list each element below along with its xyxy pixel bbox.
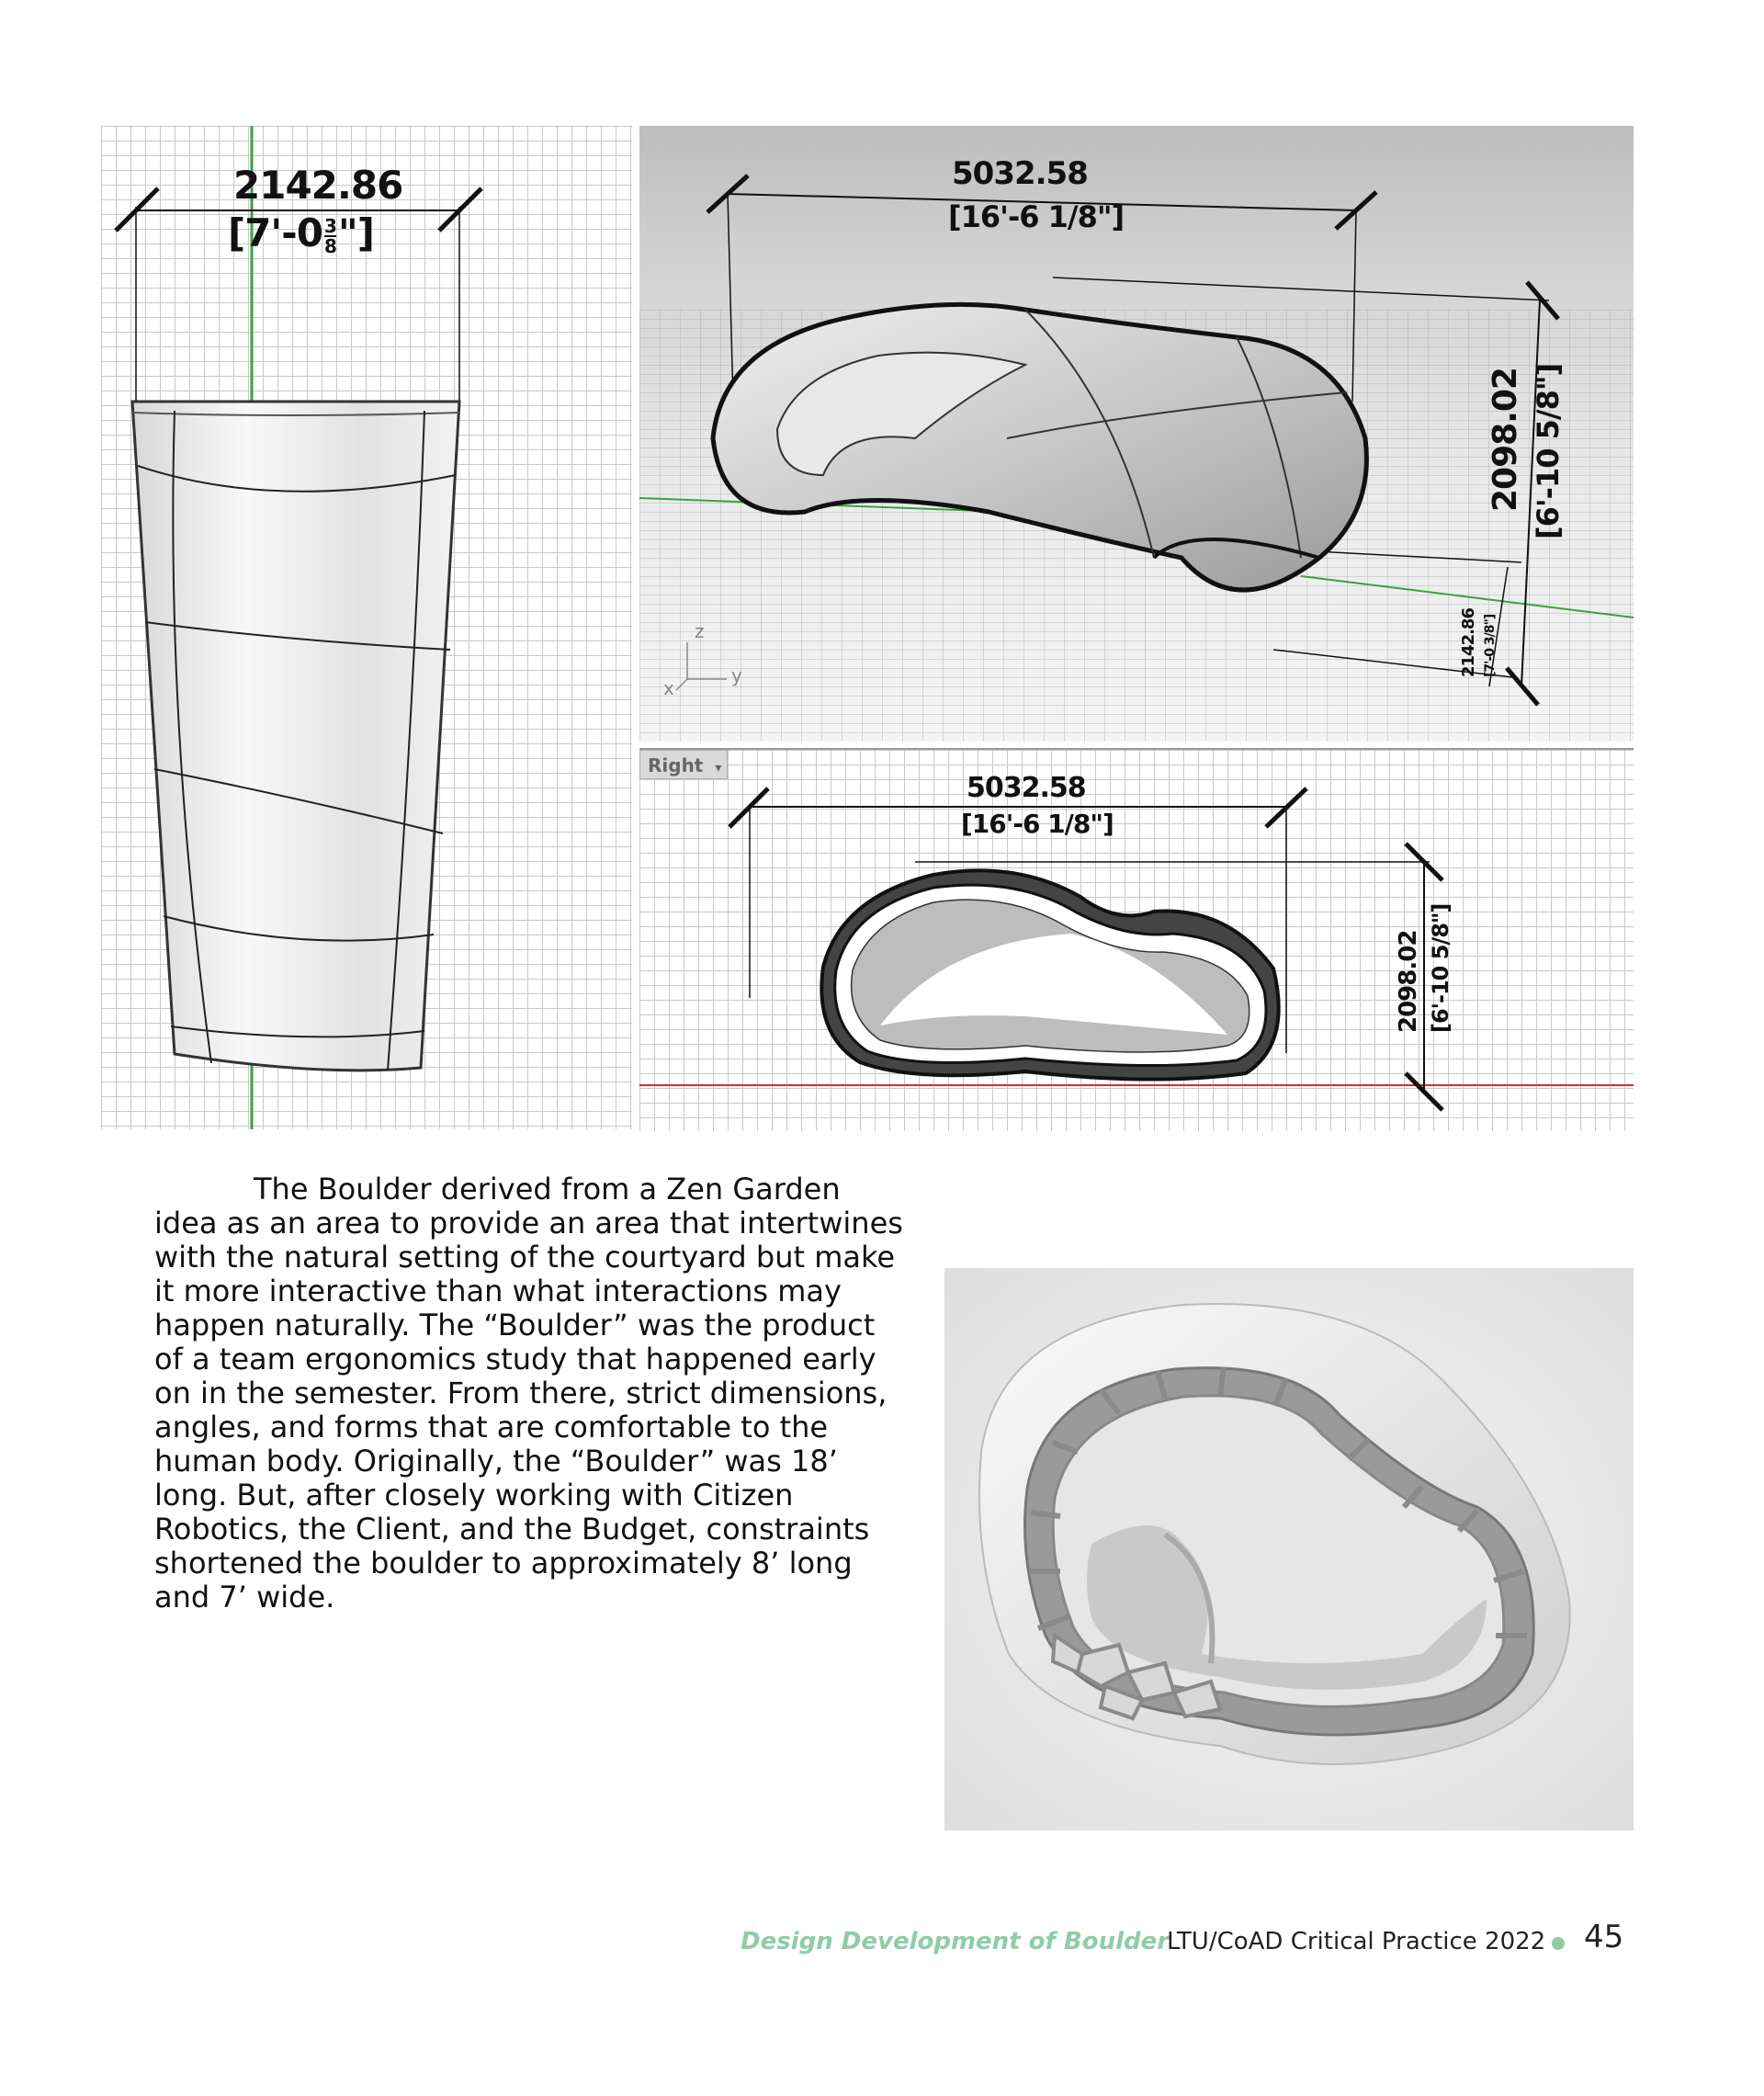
footer-section-title: Design Development of Boulder (741, 1928, 1170, 1955)
page-number: 45 (1584, 1919, 1624, 1955)
right-view-length-imperial: [16'-6 1/8"] (961, 809, 1114, 839)
perspective-length-imperial: [16'-6 1/8"] (948, 199, 1125, 234)
axis-label-x: x (663, 677, 674, 699)
perspective-small-dimension: 2142.86 (1459, 608, 1478, 677)
perspective-length: 5032.58 (952, 155, 1088, 192)
top-view-panel (101, 126, 632, 1129)
footer-publication: LTU/CoAD Critical Practice 2022 (1167, 1928, 1546, 1955)
right-view-length: 5032.58 (967, 772, 1086, 804)
right-view-drawing (639, 750, 1634, 1131)
perspective-height: 2098.02 (1487, 368, 1524, 512)
chevron-down-icon: ▾ (715, 761, 722, 776)
viewport-tab-right[interactable]: Right ▾ (639, 750, 728, 779)
right-view-height: 2098.02 (1395, 930, 1422, 1033)
right-view-height-imperial: [6'-10 5/8"] (1428, 903, 1453, 1033)
right-view-panel (639, 748, 1634, 1131)
perspective-small-dimension-imperial: [7'-0 3/8"] (1483, 614, 1498, 677)
axis-label-y: y (731, 664, 742, 686)
boulder-render-image (944, 1268, 1634, 1830)
axis-label-z: z (695, 620, 705, 642)
perspective-view-panel (639, 126, 1634, 742)
boulder-render-drawing (944, 1268, 1634, 1830)
top-view-dimension: 2142.86 (233, 163, 403, 208)
top-view-dimension-imperial: [7'-0 $\frac{3}{8}$ "] (228, 210, 374, 257)
top-view-drawing (101, 126, 632, 1129)
body-paragraph: The Boulder derived from a Zen Garden idea as an area to provide an area that intertwines with the natural setting of the courtyard but make it more interactive than what interactions may happen naturally. The “Boulder” was the product of a team ergonomics study that happened early on in the semester. From there, strict dimensions, angles, and forms that are comfortable to the human body. Originally, the “Boulder” was 18’ long. But, after closely working with Citizen Robotics, the Client, and the Budget, constraints shortened the boulder to approximately 8’ long and 7’ wide. (154, 1172, 903, 1614)
perspective-height-imperial: [6'-10 5/8"] (1531, 363, 1566, 539)
footer-bullet-icon (1552, 1937, 1565, 1950)
